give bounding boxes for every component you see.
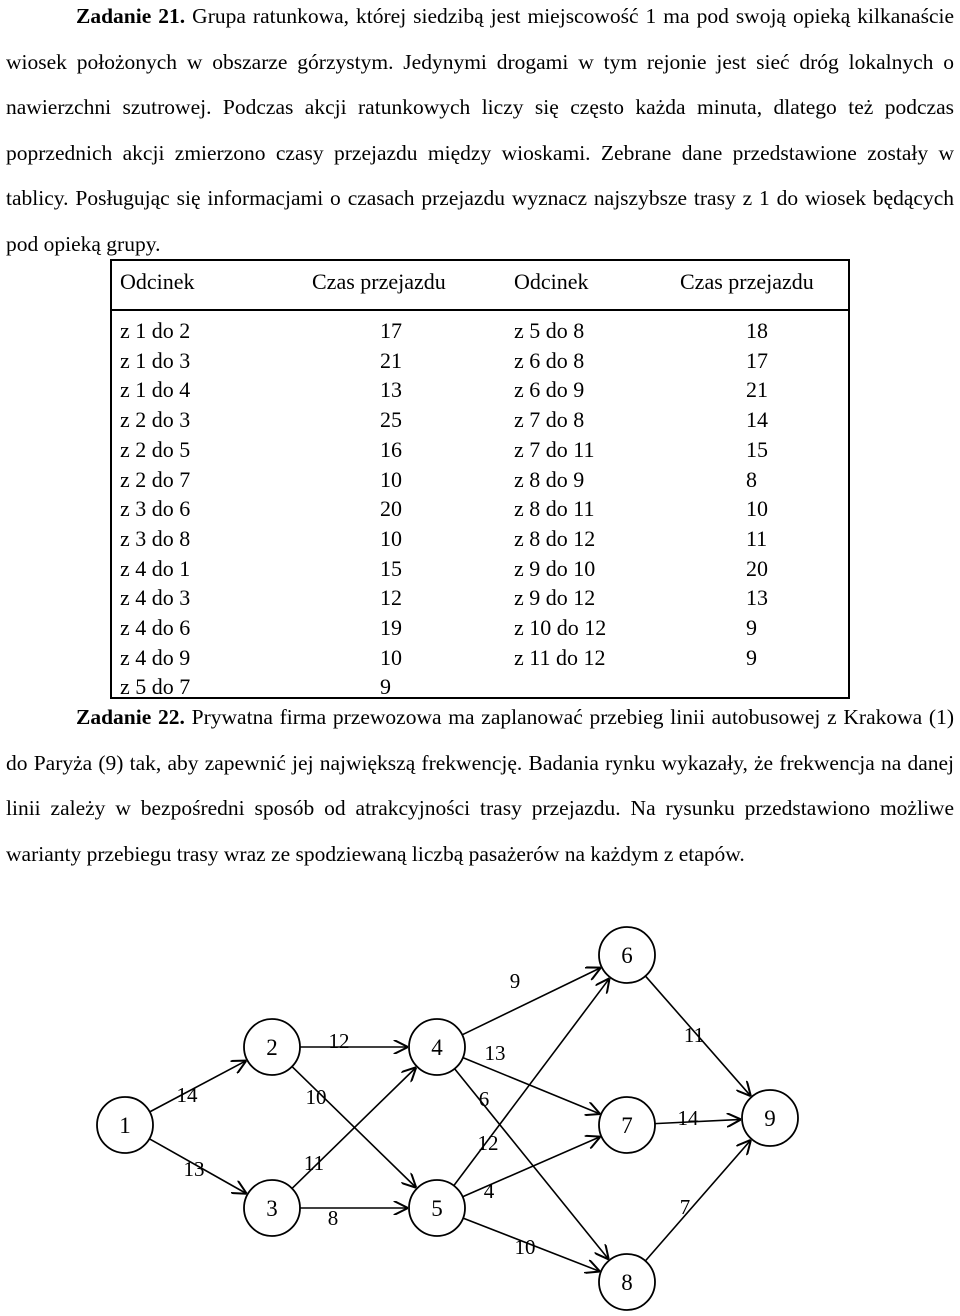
node-label-3: 3 — [266, 1196, 278, 1221]
segment-cell: z 4 do 6 — [120, 615, 191, 640]
edge-weight-4-6: 9 — [509, 969, 521, 993]
time-cell: 13 — [746, 585, 768, 611]
edge-weight-4-8: 6 — [478, 1087, 490, 1111]
time-cell: 10 — [380, 525, 402, 551]
time-cell: 9 — [746, 644, 757, 670]
segment-cell: z 3 do 6 — [120, 496, 191, 522]
edge-4-6 — [462, 968, 601, 1035]
segment-cell: z 7 do 11 — [514, 436, 595, 462]
header-czas-right: Czas przejazdu — [680, 269, 814, 294]
zadanie-21-title: Zadanie 21. — [76, 4, 186, 28]
edge-weight-5-8: 10 — [514, 1235, 536, 1259]
segment-cell: z 8 do 12 — [514, 525, 596, 551]
edge-weight-5-6: 4 — [483, 1179, 495, 1203]
time-cell: 19 — [380, 615, 402, 640]
node-label-8: 8 — [621, 1270, 633, 1295]
segment-cell: z 8 do 9 — [514, 466, 585, 492]
time-cell: 12 — [380, 585, 402, 611]
header-odcinek-left: Odcinek — [120, 269, 195, 294]
time-cell: 15 — [746, 436, 768, 462]
segment-cell: z 6 do 9 — [514, 377, 585, 403]
edge-weight-6-9: 11 — [683, 1023, 705, 1047]
time-cell: 11 — [746, 525, 768, 551]
edge-weight-1-3: 13 — [183, 1157, 205, 1181]
edge-weight-2-4: 12 — [328, 1029, 350, 1053]
edge-4-8 — [455, 1069, 609, 1260]
segment-cell: z 4 do 1 — [120, 555, 191, 581]
zadanie-22-text: Prywatna firma przewozowa ma zaplanować przebieg linii autobusowej z Krakowa (1) do Paryża (9) tak, aby zapewnić jej największą frekwencję. Badania rynku wykazały, że frekwencja na danej linii zależy w bezpośredni sposób od atrakcyjności trasy przejazdu. Na rysunku przedstawiono możliwe warianty przebiegu trasy wraz ze spodziewaną liczbą pasażerów na każdym z etapów. — [6, 705, 954, 866]
segment-cell: z 5 do 8 — [514, 318, 585, 343]
segment-cell: z 9 do 12 — [514, 585, 596, 611]
header-czas-left: Czas przejazdu — [312, 269, 446, 294]
segment-cell: z 11 do 12 — [514, 644, 606, 670]
route-graph — [0, 900, 960, 1316]
segment-cell: z 7 do 8 — [514, 407, 585, 433]
time-cell: 13 — [380, 377, 402, 403]
edge-1-2 — [150, 1061, 247, 1112]
node-label-6: 6 — [621, 943, 633, 968]
edge-8-9 — [645, 1140, 751, 1261]
edge-weight-1-2: 14 — [176, 1083, 198, 1107]
time-cell: 20 — [380, 496, 402, 522]
segment-cell: z 1 do 3 — [120, 347, 191, 373]
node-label-1: 1 — [119, 1113, 131, 1138]
segment-cell: z 4 do 9 — [120, 644, 191, 670]
edge-weight-2-5: 10 — [305, 1085, 327, 1109]
zadanie-22-paragraph — [6, 695, 954, 877]
time-cell: 9 — [746, 615, 757, 640]
time-cell: 15 — [380, 555, 402, 581]
node-label-2: 2 — [266, 1035, 278, 1060]
edge-weight-5-7: 12 — [477, 1131, 499, 1155]
zadanie-21-text: Grupa ratunkowa, której siedzibą jest miejscowość 1 ma pod swoją opieką kilkanaście wiosek położonych w obszarze górzystym. Jedynymi drogami w tym rejonie jest sieć dróg lokalnych o nawierzchni szutrowej. Podczas akcji ratunkowych liczy się często każda minuta, dlatego też podczas poprzednich akcji zmierzono czasy przejazdu między wioskami. Zebrane dane przedstawione zostały w tablicy. Posługując się informacjami o czasach przejazdu wyznacz najszybsze trasy z 1 do wiosek będących pod opieką grupy. — [6, 4, 954, 256]
travel-time-table — [110, 259, 850, 699]
time-cell: 21 — [380, 347, 402, 373]
time-cell: 21 — [746, 377, 768, 403]
time-cell: 10 — [746, 496, 768, 522]
segment-cell: z 10 do 12 — [514, 615, 607, 640]
time-cell: 14 — [746, 407, 768, 433]
segment-cell: z 5 do 7 — [120, 674, 191, 700]
time-cell: 10 — [380, 644, 402, 670]
table-header — [112, 261, 848, 311]
node-label-4: 4 — [431, 1035, 443, 1060]
node-label-9: 9 — [764, 1106, 776, 1131]
segment-cell: z 2 do 7 — [120, 466, 191, 492]
edge-weight-8-9: 7 — [679, 1195, 691, 1219]
time-cell: 25 — [380, 407, 402, 433]
edge-weight-7-9: 14 — [677, 1106, 699, 1130]
segment-cell: z 3 do 8 — [120, 525, 191, 551]
segment-cell: z 9 do 10 — [514, 555, 596, 581]
node-label-7: 7 — [621, 1113, 633, 1138]
time-cell: 9 — [380, 674, 391, 700]
edge-weight-4-7: 13 — [484, 1041, 506, 1065]
segment-cell: z 4 do 3 — [120, 585, 191, 611]
zadanie-22-title: Zadanie 22. — [76, 705, 185, 729]
edge-weight-3-5: 8 — [327, 1206, 339, 1230]
zadanie-21-paragraph — [6, 0, 954, 267]
node-label-5: 5 — [431, 1196, 443, 1221]
time-cell: 17 — [746, 347, 768, 373]
segment-cell: z 1 do 2 — [120, 318, 191, 343]
time-cell: 16 — [380, 436, 402, 462]
time-cell: 18 — [746, 318, 768, 343]
edge-weight-3-4: 11 — [303, 1151, 325, 1175]
header-odcinek-right: Odcinek — [514, 269, 589, 294]
segment-cell: z 6 do 8 — [514, 347, 585, 373]
time-cell: 20 — [746, 555, 768, 581]
time-cell: 17 — [380, 318, 402, 343]
segment-cell: z 8 do 11 — [514, 496, 595, 522]
segment-cell: z 2 do 3 — [120, 407, 191, 433]
segment-cell: z 2 do 5 — [120, 436, 191, 462]
time-cell: 10 — [380, 466, 402, 492]
time-cell: 8 — [746, 466, 757, 492]
segment-cell: z 1 do 4 — [120, 377, 191, 403]
